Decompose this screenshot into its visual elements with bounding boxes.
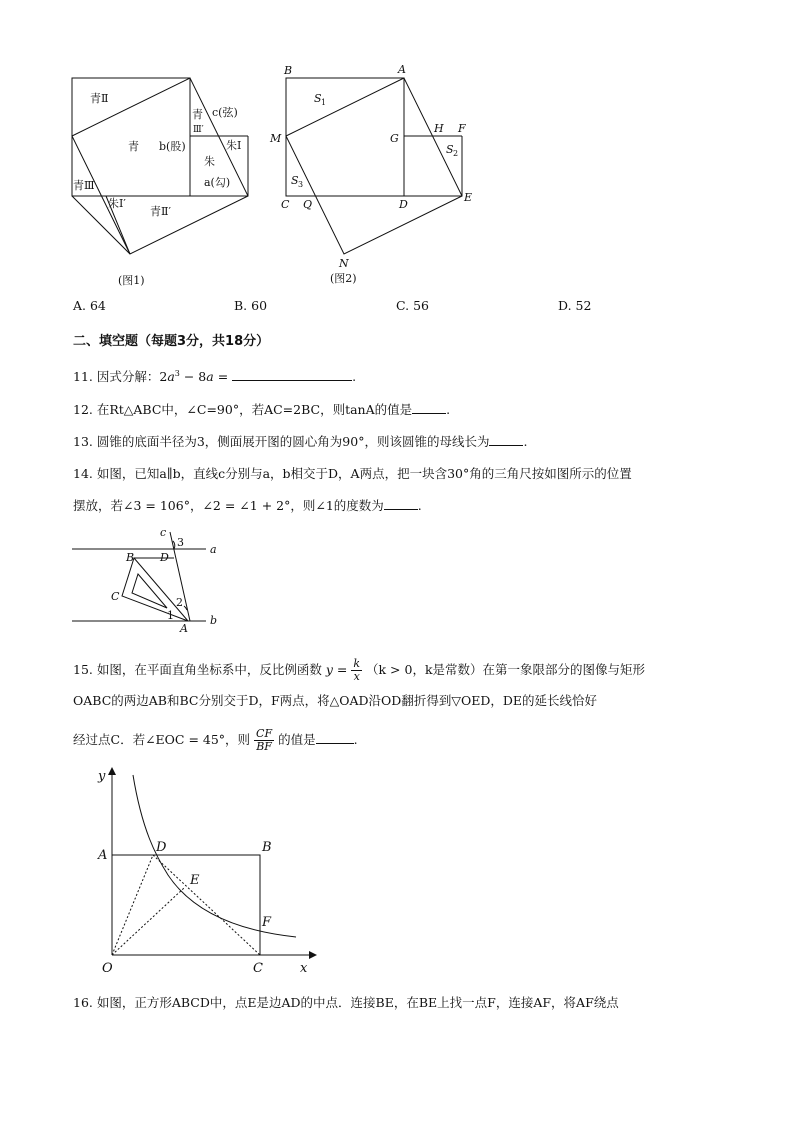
choice-a[interactable]: A. 64 xyxy=(73,298,106,313)
fig15-label-b: B xyxy=(262,840,272,855)
fig14-label-d: D xyxy=(160,551,169,564)
q15-end: . xyxy=(353,732,358,747)
question-14-line-1: 14. 如图，已知a∥b，直线c分别与a，b相交于D，A两点，把一块含30°角的三角尺按如图所示的位置 xyxy=(73,466,632,481)
fig14-label-c: c xyxy=(160,526,167,539)
fig14-label-a: a xyxy=(210,543,217,556)
fig2-point-m: M xyxy=(270,132,282,145)
q11-expr-b: a xyxy=(167,369,175,385)
fig14-label-3: 3 xyxy=(177,536,184,549)
fig14-label-1: 1 xyxy=(167,609,174,622)
fig15-label-y: y xyxy=(98,769,106,784)
fig1-label-gu: b(股) xyxy=(159,140,186,153)
question-11 xyxy=(73,366,356,385)
q15-fraction-k-x xyxy=(351,658,362,683)
q11-end: . xyxy=(352,369,357,385)
fig2-square-abcd xyxy=(286,78,404,196)
fig2-point-c: C xyxy=(281,198,290,211)
q14-line2-text: 摆放，若∠3 = 106°，∠2 = ∠1 + 2°，则∠1的度数为 xyxy=(73,498,384,513)
fig1-label-qing3p-sub: Ⅲ′ xyxy=(193,125,204,135)
fig2-region-s2: S xyxy=(446,143,454,156)
fig1-label-zhu: 朱 xyxy=(204,155,215,168)
fig2-point-n: N xyxy=(339,257,349,270)
fig2-point-f: F xyxy=(458,122,466,135)
fig15-label-e: E xyxy=(190,873,200,888)
fig2-point-g: G xyxy=(390,132,399,145)
fig14-label-a-point: A xyxy=(180,622,188,635)
q13-text: 13. 圆锥的底面半径为3，侧面展开图的圆心角为90°，则该圆锥的母线长为 xyxy=(73,434,490,449)
section-2-title: 二、填空题（每题3分，共18分） xyxy=(73,334,270,349)
question-15-line-3 xyxy=(73,728,358,753)
fig2-region-s2-sub: 2 xyxy=(453,149,459,158)
q15-frac-den: x xyxy=(353,670,360,683)
fig15-label-c: C xyxy=(253,961,263,976)
q14-answer-blank[interactable] xyxy=(384,497,418,510)
fig1-label-gou: a(勾) xyxy=(204,176,231,189)
q12-end: . xyxy=(446,402,451,417)
fig2-point-d: D xyxy=(399,198,408,211)
fig15-label-o: O xyxy=(102,961,113,976)
q11-expr-c: − 8 xyxy=(179,369,207,385)
fig14-label-2: 2 xyxy=(176,596,183,609)
fig2-region-s3: S xyxy=(291,174,299,187)
fig1-label-zhu1: 朱Ⅰ xyxy=(226,139,242,152)
fig14-label-c-point: C xyxy=(111,590,120,603)
fig15-label-d: D xyxy=(156,840,167,855)
fig1-label-xian: c(弦) xyxy=(212,106,238,119)
q15-answer-blank[interactable] xyxy=(316,731,354,744)
fig1-label-qing2p: 青Ⅱ′ xyxy=(150,205,171,218)
fig2-point-h: H xyxy=(434,122,444,135)
q15-line1-a: 15. 如图，在平面直角坐标系中，反比例函数 xyxy=(73,662,322,677)
q11-answer-blank[interactable] xyxy=(232,368,352,381)
figure-1 xyxy=(66,72,256,292)
fig2-square-amne xyxy=(286,78,462,254)
figure-2 xyxy=(266,60,486,292)
fig2-region-s1: S xyxy=(314,92,322,105)
fig15-dotted-dc xyxy=(153,855,260,955)
fig1-label-qing3p: 青 xyxy=(192,108,203,121)
q15-line3-a: 经过点C．若∠EOC = 45°，则 xyxy=(73,732,251,747)
fig2-point-q: Q xyxy=(303,198,313,211)
choice-b[interactable]: B. 60 xyxy=(234,298,268,313)
fig2-region-s1-sub: 1 xyxy=(321,98,327,107)
fig15-label-a: A xyxy=(98,848,108,863)
fig15-label-f: F xyxy=(262,915,272,930)
fig1-label-qing: 青 xyxy=(128,140,139,153)
figure-14 xyxy=(66,524,236,636)
q11-expr-sup: 3 xyxy=(174,369,180,378)
question-14-line-2 xyxy=(73,497,422,514)
fig15-dotted-od xyxy=(112,855,153,955)
choice-c[interactable]: C. 56 xyxy=(396,298,429,313)
q15-line1-b: （k > 0，k是常数）在第一象限部分的图像与矩形 xyxy=(366,662,646,677)
question-15-line-1 xyxy=(73,658,645,683)
question-12 xyxy=(73,401,450,418)
fig2-point-b: B xyxy=(284,64,293,77)
q12-text: 12. 在Rt△ABC中，∠C=90°，若AC=2BC，则tanA的值是 xyxy=(73,402,413,417)
q15-frac-num: k xyxy=(353,657,361,670)
q13-answer-blank[interactable] xyxy=(489,433,523,446)
fig15-dotted-oe xyxy=(112,888,184,955)
question-15-line-2: OABC的两边AB和BC分别交于D，F两点，将△OAD沿OD翻折得到▽OED，DE的延长线恰好 xyxy=(73,693,597,708)
fig15-label-x: x xyxy=(300,961,308,976)
fig1-label-qing3: 青Ⅲ xyxy=(73,179,95,192)
q13-end: . xyxy=(523,434,528,449)
q11-number: 11. xyxy=(73,369,93,385)
fig15-rectangle-oabc xyxy=(112,855,260,955)
question-16: 16. 如图，正方形ABCD中，点E是边AD的中点．连接BE，在BE上找一点F，连接AF，将AF绕点 xyxy=(73,995,619,1010)
q12-answer-blank[interactable] xyxy=(412,401,446,414)
fig2-caption: (图2) xyxy=(330,272,357,285)
q15-y-eq: y = xyxy=(325,662,348,677)
q11-expr-d: a xyxy=(206,369,214,385)
q11-expr-a: 2 xyxy=(159,369,168,385)
fig1-label-qing2: 青Ⅱ xyxy=(90,92,109,105)
figure-15 xyxy=(90,760,330,982)
q11-text: 因式分解： xyxy=(96,369,160,385)
question-13 xyxy=(73,433,527,450)
q15-line3-b: 的值是 xyxy=(278,732,316,747)
fig14-label-b: b xyxy=(210,614,218,627)
q15-ratio-num: CF xyxy=(256,727,273,740)
q14-end: . xyxy=(417,498,422,513)
q15-ratio-den: BF xyxy=(256,740,272,753)
fig14-label-b-point: B xyxy=(126,551,135,564)
fig2-point-e: E xyxy=(464,191,473,204)
q11-expr-e: = xyxy=(213,369,233,385)
fig1-label-zhu1p: 朱Ⅰ′ xyxy=(108,197,126,210)
fig1-caption: (图1) xyxy=(118,274,145,287)
fig2-point-a: A xyxy=(398,63,406,76)
choice-d[interactable]: D. 52 xyxy=(558,298,592,313)
q15-fraction-cf-bf xyxy=(254,728,274,753)
fig2-region-s3-sub: 3 xyxy=(298,180,304,189)
